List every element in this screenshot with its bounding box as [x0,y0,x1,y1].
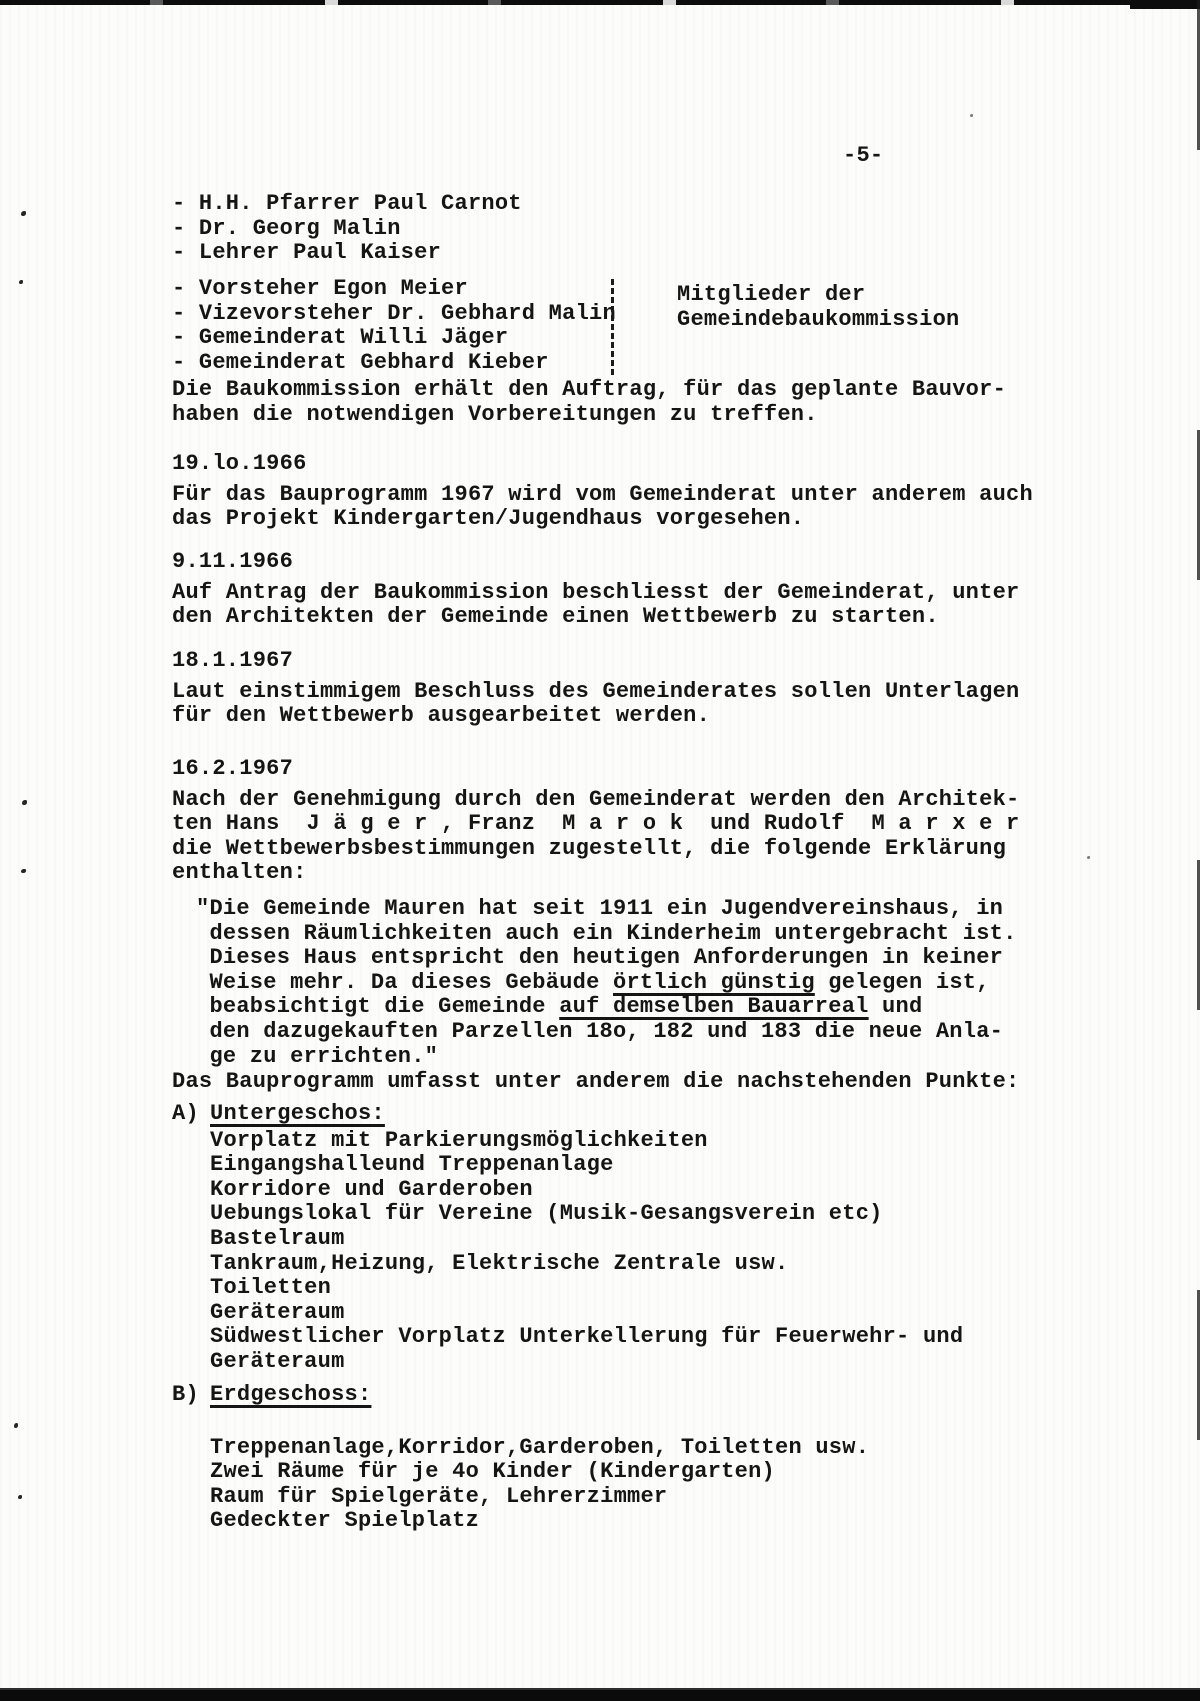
caption-line: Gemeindebaukommission [677,306,960,332]
entry-body [172,483,1033,532]
entry-line: Auf Antrag der Baukommission beschliesst der Gemeinderat, unter [172,579,1020,605]
member-list-commission [172,277,616,375]
member-item: - Dr. Georg Malin [172,215,401,241]
entry-line: Nach der Genehmigung durch den Gemeinderat werden den Architek- [172,786,1020,812]
intro-line: haben die notwendigen Vorbereitungen zu treffen. [172,401,818,427]
quote-line: ge zu errichten." [209,1043,439,1069]
quote-line: beabsichtigt die Gemeinde auf demselben Bauarreal und [209,994,923,1020]
scan-speck [1087,856,1090,859]
section-label: B) [172,1382,199,1407]
member-item: - H.H. Pfarrer Paul Carnot [172,191,522,216]
member-item: - Gemeinderat Willi Jäger [172,325,509,351]
member-list-primary [172,192,522,266]
member-item: - Vorsteher Egon Meier [172,276,468,301]
entry-date: 18.1.1967 [172,648,294,673]
underlined-phrase: örtlich günstig [613,969,815,995]
section-item: Geräteraum [210,1348,345,1374]
section-item: Geräteraum [210,1299,345,1325]
scan-speck [21,869,26,873]
entry-body [172,788,1020,886]
member-item: - Gemeinderat Gebhard Kieber [172,349,549,375]
scan-speck [22,800,27,805]
section-title: Erdgeschoss: [210,1382,372,1407]
chronology-entry [172,649,1020,729]
intro-paragraph [172,378,1006,427]
entry-date: 9.11.1966 [172,549,294,574]
entry-line: die Wettbewerbsbestimmungen zugestellt, die folgende Erklärung [172,835,1007,861]
section-item: Toiletten [210,1275,332,1301]
section-items [172,1129,963,1375]
entry-date: 16.2.1967 [172,756,294,781]
top-right-edge-artifact [1130,0,1200,9]
entry-date: 19.lo.1966 [172,451,307,476]
section-untergeschoss [172,1102,963,1375]
scan-speck [14,1423,18,1428]
program-intro-line: Das Bauprogramm umfasst unter anderem die nachstehenden Punkte: [172,1069,1020,1094]
section-heading [172,1383,869,1408]
section-items [172,1436,869,1534]
quote-line: Dieses Haus entspricht den heutigen Anforderungen in keiner [209,945,1004,971]
section-label: A) [172,1101,199,1126]
member-item: - Lehrer Paul Kaiser [172,240,442,266]
entry-body [172,581,1020,630]
chronology-entry [172,757,1020,886]
commission-caption [677,283,960,332]
entry-line: ten Hans J ä g e r , Franz M a r o k und Rudolf M a r x e r [172,811,1020,837]
underlined-phrase: auf demselben Bauarreal [559,994,869,1020]
entry-line: das Projekt Kindergarten/Jugendhaus vorgesehen. [172,506,805,532]
section-erdgeschoss [172,1383,869,1534]
quote-line: dessen Räumlichkeiten auch ein Kinderheim untergebracht ist. [209,920,1017,946]
scan-speck [18,1495,22,1499]
entry-body [172,680,1020,729]
entry-line: für den Wettbewerb ausgearbeitet werden. [172,703,711,729]
entry-line: Für das Bauprogramm 1967 wird vom Gemeinderat unter anderem auch [172,481,1033,507]
bottom-edge-artifact [0,1688,1200,1701]
section-item: Zwei Räume für je 4o Kinder (Kindergarten) [210,1459,775,1485]
entry-line: enthalten: [172,860,307,886]
scan-speck [970,114,973,117]
section-item: Bastelraum [210,1225,345,1251]
chronology-entry [172,452,1033,532]
entry-line: Laut einstimmigem Beschluss des Gemeinderates sollen Unterlagen [172,678,1020,704]
chronology-entry [172,550,1020,630]
section-item: Eingangshalleund Treppenanlage [210,1152,614,1178]
member-item: - Vizevorsteher Dr. Gebhard Malin [172,300,616,326]
section-item: Tankraum,Heizung, Elektrische Zentrale usw. [210,1250,789,1276]
scan-speck [21,211,26,216]
page-number: -5- [843,143,884,168]
section-item: Gedeckter Spielplatz [210,1508,480,1534]
section-item: Uebungslokal für Vereine (Musik-Gesangsverein etc) [210,1201,883,1227]
section-title: Untergeschos: [210,1101,385,1126]
intro-line: Die Baukommission erhält den Auftrag, für das geplante Bauvor- [172,377,1007,402]
section-item: Vorplatz mit Parkierungsmöglichkeiten [210,1127,708,1153]
quote-block [196,897,1017,1069]
section-item: Korridore und Garderoben [210,1176,533,1202]
quote-line: den dazugekauften Parzellen 18o, 182 und 183 die neue Anla- [209,1018,1004,1044]
caption-line: Mitglieder der [677,282,866,307]
group-brace-line [611,279,614,375]
quote-line: "Die Gemeinde Mauren hat seit 1911 ein Jugendvereinshaus, in [196,896,1004,921]
section-item: Treppenanlage,Korridor,Garderoben, Toiletten usw. [210,1434,870,1460]
scan-speck [19,280,23,284]
top-edge-artifact [0,0,1200,5]
section-item: Südwestlicher Vorplatz Unterkellerung für Feuerwehr- und [210,1324,964,1350]
section-item: Raum für Spielgeräte, Lehrerzimmer [210,1483,668,1509]
quote-line: Weise mehr. Da dieses Gebäude örtlich günstig gelegen ist, [209,969,990,995]
entry-line: den Architekten der Gemeinde einen Wettbewerb zu starten. [172,604,939,630]
section-heading [172,1102,963,1127]
